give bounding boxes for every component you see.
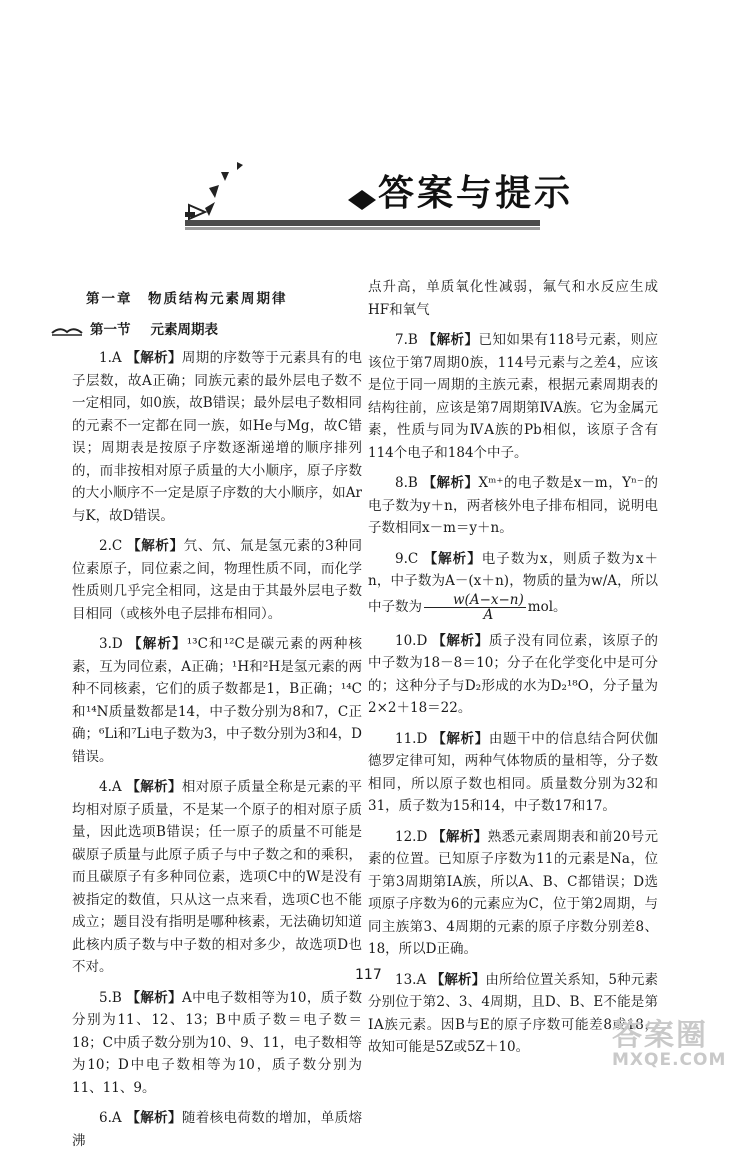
answer-text: 质子没有同位素，该原子的中子数为18－8＝10；分子在化学变化中是可分的；这种分子与D₂形成的水为D₂¹⁸O，分子量为2×2＋18＝22。 [368, 632, 659, 716]
fraction-denominator: A [483, 606, 494, 623]
answer-text: 周期的序数等于元素具有的电子层数，故A正确；同族元素的最外层电子数不一定相同，如0族，故B错误；最外层电子数相同的元素不一定都在同一族，如He与Mg，故C错误；周期表是按原子序数逐渐递增的顺序排列的，而非按相对原子质量的大小顺序，原子序数的大小顺序不一定是原子序数的大小顺序，如Ar与K，故D错误。 [72, 350, 363, 524]
answer-text: ¹³C和¹²C是碳元素的两种核素，互为同位素，A正确；¹H和²H是氢元素的两种不同核素，它们的质子数都是1，B正确；¹⁴C和¹⁴N质量数都是14，中子数分别为8和7，C正确；⁶Li和⁷Li电子数为3，中子数分别为3和4，D错误。 [72, 636, 363, 765]
answer-text: 由所给位置关系知，5种元素分别位于第2、3、4周期，且D、B、E不能是第ⅠA族元素。因B与E的原子序数可能差8或18，故知可能是5Z或5Z＋10。 [368, 971, 659, 1055]
analysis-tag: 【解析】 [126, 350, 182, 366]
watermark-url: MXQE.COM [612, 1050, 727, 1070]
answer-number: 13.A [395, 971, 427, 988]
analysis-tag: 【解析】 [128, 636, 187, 652]
right-column [368, 276, 658, 1067]
answer-number: 6.A [99, 1110, 122, 1126]
analysis-tag: 【解析】 [423, 550, 482, 567]
analysis-tag: 【解析】 [430, 971, 486, 988]
answer-3 [72, 633, 362, 768]
answer-10 [368, 630, 658, 720]
analysis-tag: 【解析】 [422, 475, 479, 491]
answer-text: 随着核电荷数的增加，单质熔沸 [72, 1110, 363, 1149]
chapter-heading: 第一章 物质结构元素周期律 [86, 291, 288, 307]
book-icon [50, 323, 84, 337]
answer-text: 熟悉元素周期表和前20号元素的位置。已知原子序数为11的元素是Na，位于第3周期第ⅠA族，所以A、B、C都错误；D选项原子序数为6的元素应为C，位于第2周期，与同主族第3、4周期的元素的原子序数分别差8、18，所以D正确。 [368, 828, 659, 957]
answer-text: 电子数为x，则质子数为x＋n，中子数为A－(x＋n)，物质的量为w/A，所以中子数为 [368, 550, 659, 615]
answer-number: 2.C [99, 538, 123, 554]
left-column [72, 278, 362, 1160]
analysis-tag: 【解析】 [422, 332, 479, 348]
answer-6 [72, 1107, 362, 1152]
answer-9 [368, 548, 658, 622]
analysis-tag: 【解析】 [126, 1110, 182, 1126]
fraction-unit: mol。 [527, 598, 567, 615]
answer-4 [72, 776, 362, 979]
answer-number: 11.D [395, 730, 428, 747]
answer-number: 1.A [99, 350, 122, 366]
answer-number: 7.B [395, 332, 418, 348]
answer-text: 已知如果有118号元素，则应该位于第7周期0族，114号元素与之差4，应该是位于同一周期的主族元素，根据元素周期表的结构往前，应该是第7周期第ⅣA族。它为金属元素，性质与同为ⅣA族的Pb相似，该原子含有114个电子和184个中子。 [368, 332, 658, 461]
analysis-tag: 【解析】 [127, 538, 184, 554]
answer-11 [368, 728, 658, 818]
banner-rule [185, 220, 540, 226]
answer-number: 4.A [99, 779, 122, 795]
answer-1 [72, 347, 362, 527]
answer-text: 相对原子质量全称是元素的平均相对原子质量，不是某一个原子的相对原子质量，因此选项B错误；任一原子的质量不可能是碳原子质量与此原子质子与中子数之和的乘积，而且碳原子有多种同位素，选项C中的W是没有被指定的数值，只从这一点来看，选项C也不能成立；题目没有指明是哪种核素，无法确切知道此核内质子数与中子数的相对多少，故选项D也不对。 [72, 779, 363, 975]
watermark-logo-text: 答案圈 [612, 1018, 708, 1053]
page-title: 答案与提示 [378, 173, 574, 214]
page-number: 117 [355, 967, 382, 983]
answer-number: 10.D [395, 632, 428, 649]
answer-12 [368, 826, 658, 961]
answer-number: 8.B [395, 475, 418, 491]
answer-text: 点升高，单质氧化性减弱，氟气和水反应生成HF和氧气 [368, 279, 658, 318]
analysis-tag: 【解析】 [432, 730, 489, 747]
fraction [424, 593, 526, 622]
section-number: 第一节 [90, 321, 131, 338]
answer-8 [368, 472, 658, 540]
arrow-decoration-icon [205, 162, 243, 216]
watermark [612, 1010, 726, 1070]
analysis-tag: 【解析】 [126, 779, 182, 795]
answer-2 [72, 535, 362, 625]
answer-5 [72, 987, 362, 1100]
answer-number: 3.D [99, 636, 123, 652]
analysis-tag: 【解析】 [126, 989, 183, 1006]
diamond-icon [348, 190, 376, 210]
answer-text: Xᵐ⁺的电子数是x－m，Yⁿ⁻的电子数为y＋n，两者核外电子排布相同，说明电子数相同x－m＝y＋n。 [368, 475, 659, 536]
answer-6-continued [368, 276, 658, 321]
fraction-numerator: w(A−x−n) [424, 593, 526, 608]
answer-text: A中电子数相等为10，质子数分别为11、12、13；B中质子数＝电子数＝18；C中质子数分别为10、9、11，电子数相等为10；D中电子数相等为10，质子数分别为11、11、9。 [72, 989, 362, 1096]
analysis-tag: 【解析】 [432, 828, 488, 845]
analysis-tag: 【解析】 [432, 632, 489, 649]
answer-number: 9.C [395, 550, 419, 567]
section-heading [50, 319, 362, 342]
section-title: 元素周期表 [150, 321, 218, 338]
answer-number: 12.D [395, 828, 428, 845]
answer-text: 由题干中的信息结合阿伏伽德罗定律可知，两种气体物质的量相等，分子数相同，所以原子数也相同。质量数分别为32和31，质子数为15和14，中子数17和17。 [368, 730, 659, 814]
answer-7 [368, 329, 658, 464]
answer-text: 氕、氘、氚是氢元素的3种同位素原子，同位素之间，物理性质不同，而化学性质则几乎完全相同，这是由于其最外层电子数目相同（或核外电子层排布相同）。 [72, 538, 362, 622]
answer-number: 5.B [99, 989, 122, 1006]
